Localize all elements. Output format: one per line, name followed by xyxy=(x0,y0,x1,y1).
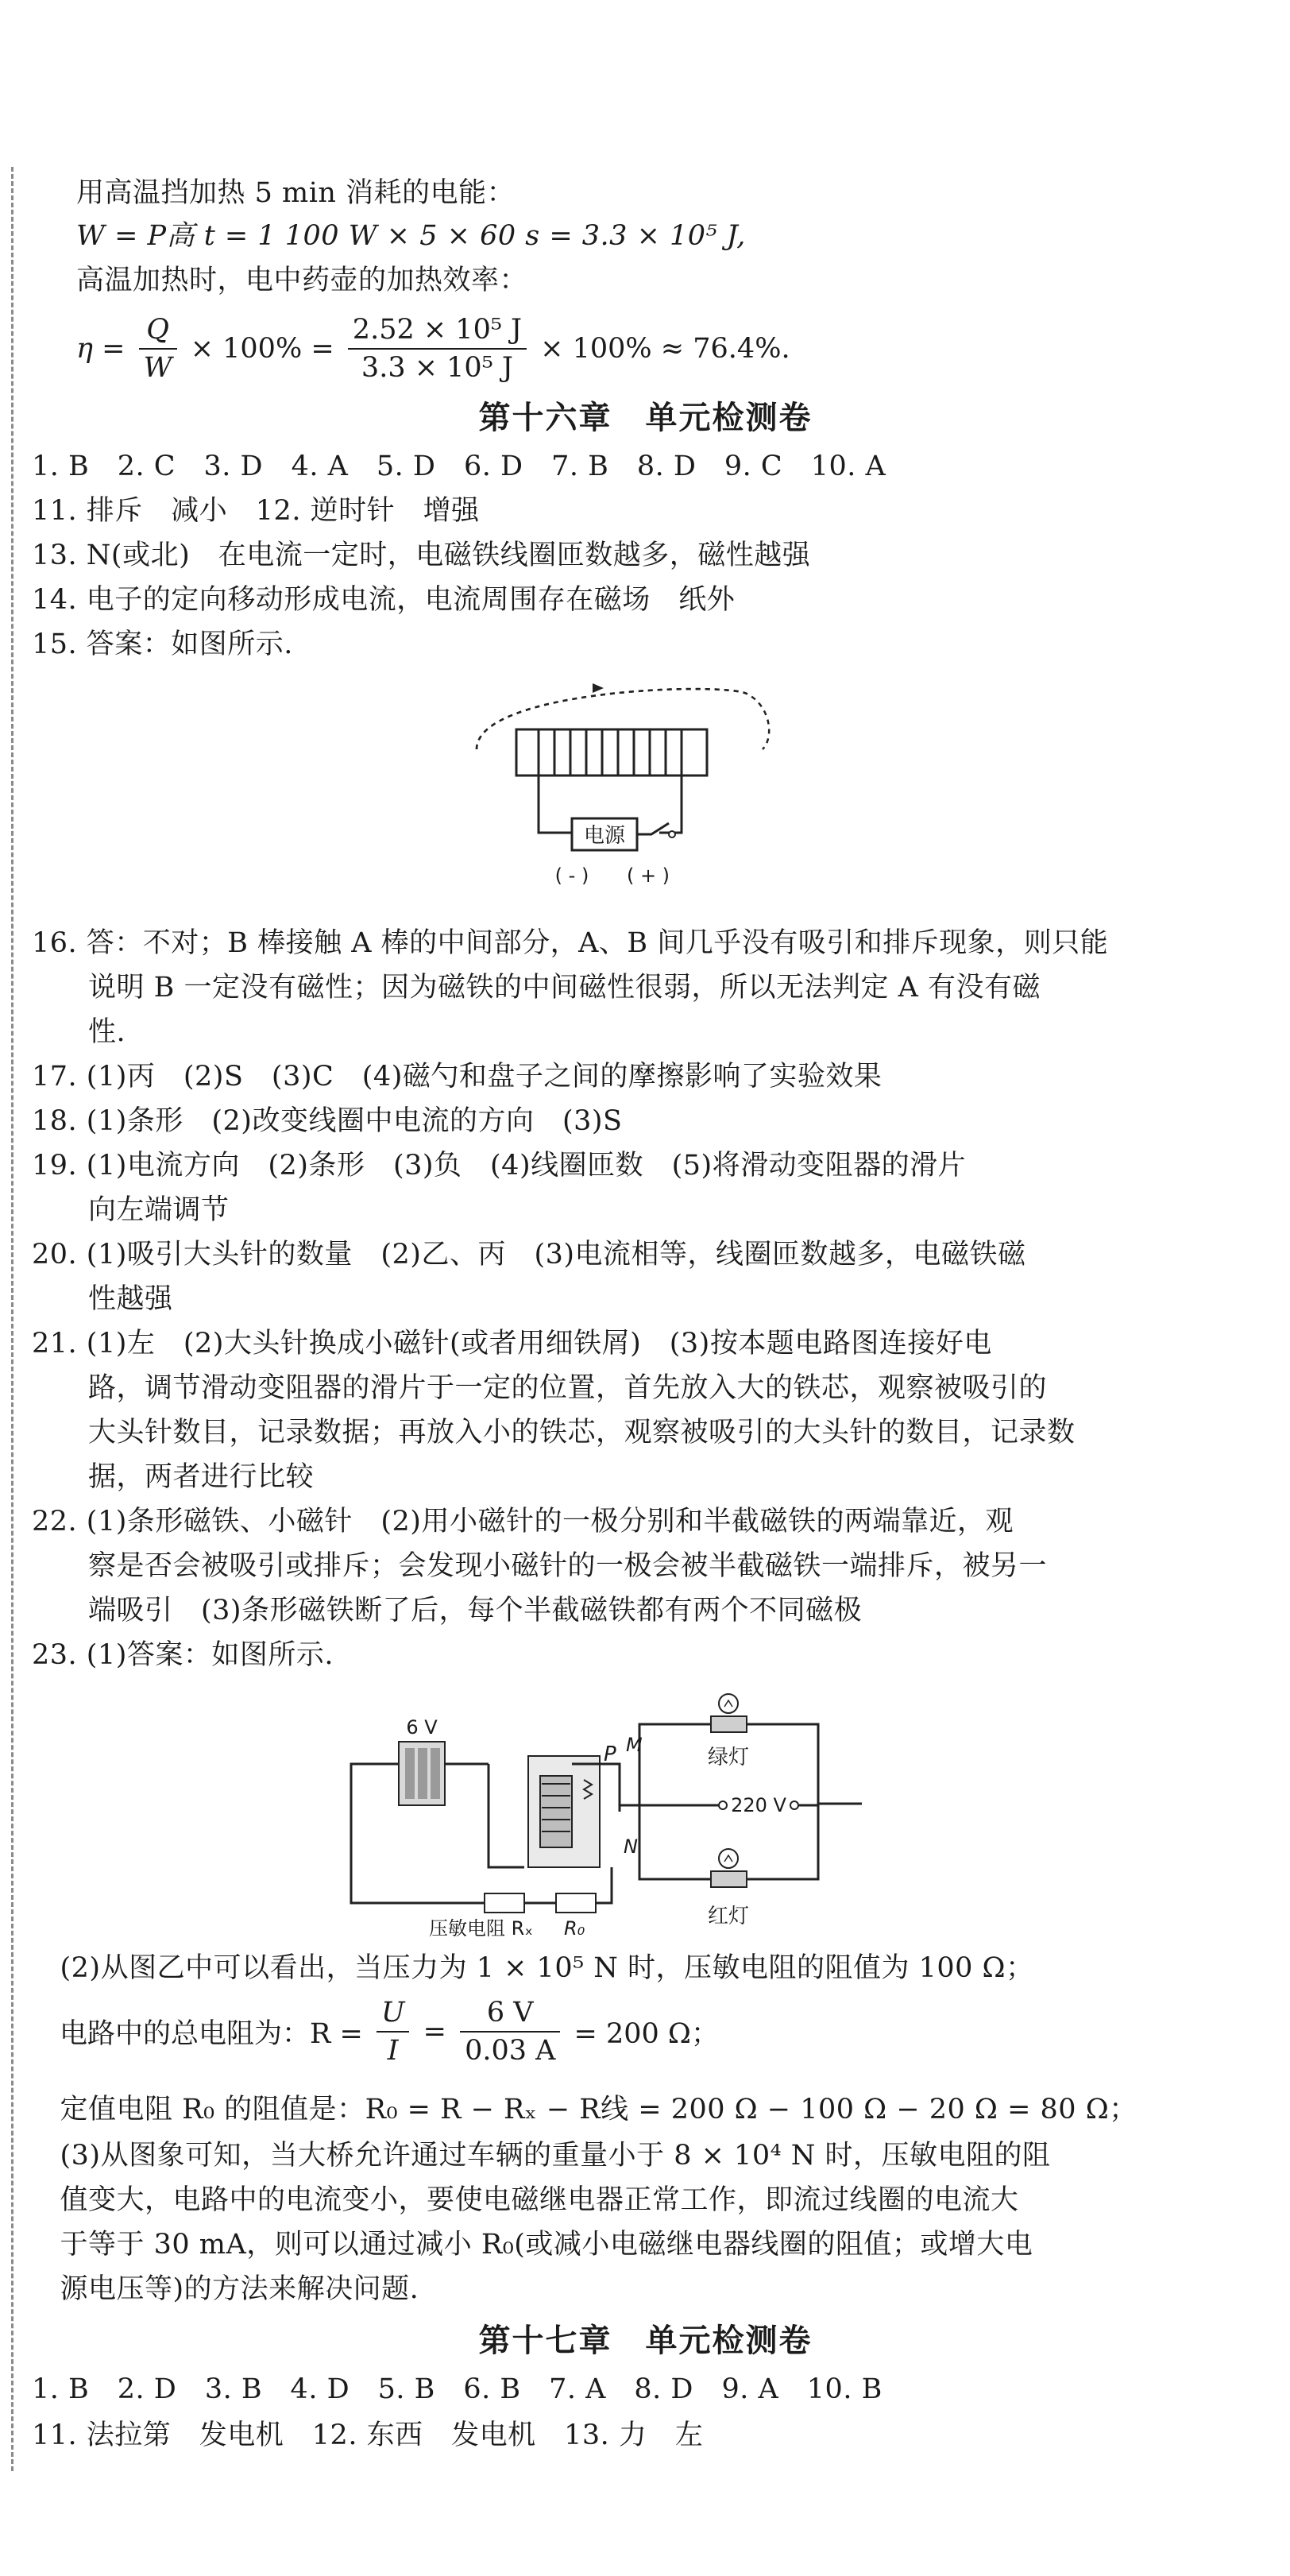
formula-rhs: × 100% ≈ 76.4%. xyxy=(540,333,790,365)
answer-line: 16. 答：不对；B 棒接触 A 棒的中间部分，A、B 间几乎没有吸引和排斥现象，则只能 xyxy=(32,927,1109,959)
green-lamp-icon xyxy=(711,1694,747,1732)
answer-line: 说明 B 一定没有磁性；因为磁铁的中间磁性很弱，所以无法判定 A 有没有磁 xyxy=(32,972,1041,1004)
answer-line: 大头针数目，记录数据；再放入小的铁芯，观察被吸引的大头针的数目，记录数 xyxy=(32,1417,1076,1449)
pressure-sensor-label: 压敏电阻 Rₓ xyxy=(429,1917,533,1940)
arrow-icon xyxy=(593,683,604,693)
relay-icon xyxy=(528,1756,620,1867)
fraction-values xyxy=(460,1994,560,2069)
fraction-q-over-w xyxy=(139,311,177,386)
answer-line: 17. (1)丙 (2)S (3)C (4)磁勺和盘子之间的摩擦影响了实验效果 xyxy=(32,1061,883,1093)
fraction-u-over-i xyxy=(377,1994,410,2069)
formula-prefix: 电路中的总电阻为：R = xyxy=(32,2018,363,2050)
supply-voltage-label: 220 V xyxy=(731,1794,786,1816)
answer-line: 20. (1)吸引大头针的数量 (2)乙、丙 (3)电流相等，线圈匝数越多，电磁铁磁 xyxy=(32,1239,1026,1271)
contact-n-label: N xyxy=(624,1835,638,1858)
red-lamp-icon xyxy=(711,1849,747,1887)
answer-line: (3)从图象可知，当大桥允许通过车辆的重量小于 8 × 10⁴ N 时，压敏电阻的阻 xyxy=(32,2140,1051,2172)
formula-mid: × 100% = xyxy=(190,333,334,365)
formula-equals: = xyxy=(423,2016,446,2048)
answer-line: 察是否会被吸引或排斥；会发现小磁针的一极会被半截磁铁一端排斥，被另一 xyxy=(32,1550,1048,1582)
total-resistance-formula xyxy=(32,1994,719,2069)
answer-line: 定值电阻 R₀ 的阻值是：R₀ = R − Rₓ − R线 = 200 Ω − 100 Ω − 20 Ω = 80 Ω； xyxy=(32,2094,1137,2125)
answer-line: 性越强 xyxy=(32,1283,173,1315)
answer-line: 23. (1)答案：如图所示. xyxy=(32,1639,334,1671)
relay-circuit-figure xyxy=(326,1684,898,1939)
chapter-17-title: 第十七章 单元检测卷 xyxy=(478,2323,813,2359)
answer-line: (2)从图乙中可以看出，当压力为 1 × 10⁵ N 时，压敏电阻的阻值为 100 Ω； xyxy=(32,1952,1034,1984)
iron-core xyxy=(516,729,707,776)
text-line: W = P高 t = 1 100 W × 5 × 60 s = 3.3 × 10⁵ J, xyxy=(76,220,746,252)
fraction-denominator: 3.3 × 10⁵ J xyxy=(361,352,513,384)
formula-lhs: η = xyxy=(76,333,126,365)
answer-line: 源电压等)的方法来解决问题. xyxy=(32,2273,419,2305)
answer-line: 1. B 2. C 3. D 4. A 5. D 6. D 7. B 8. D 9. C 10. A xyxy=(32,451,886,482)
fraction-denominator: W xyxy=(143,352,172,384)
answer-line: 21. (1)左 (2)大头针换成小磁针(或者用细铁屑) (3)按本题电路图连接好电 xyxy=(32,1328,992,1360)
fraction-numerator: 2.52 × 10⁵ J xyxy=(348,311,527,350)
contact-p-label: P xyxy=(604,1742,616,1766)
answer-line: 22. (1)条形磁铁、小磁针 (2)用小磁针的一极分别和半截磁铁的两端靠近，观 xyxy=(32,1506,1014,1537)
fraction-numerator: 6 V xyxy=(460,1994,560,2033)
formula-rhs: = 200 Ω； xyxy=(574,2018,719,2050)
answer-line: 向左端调节 xyxy=(32,1194,230,1226)
chapter-16-title: 第十六章 单元检测卷 xyxy=(478,400,813,436)
red-lamp-label: 红灯 xyxy=(707,1905,750,1928)
text-line: 用高温挡加热 5 min 消耗的电能： xyxy=(76,177,516,209)
r0-resistor xyxy=(556,1893,596,1913)
answer-line: 11. 排斥 减小 12. 逆时针 增强 xyxy=(32,495,480,527)
fraction-denominator: I xyxy=(387,2035,399,2067)
binding-cut-line xyxy=(11,167,14,2471)
r0-label: R₀ xyxy=(564,1917,585,1940)
fraction-energy xyxy=(348,311,527,386)
terminal-plus-label: ( + ) xyxy=(626,864,670,887)
answer-line: 1. B 2. D 3. B 4. D 5. B 6. B 7. A 8. D 9. A 10. B xyxy=(32,2373,883,2405)
fraction-denominator: 0.03 A xyxy=(465,2035,556,2067)
battery-voltage-label: 6 V xyxy=(406,1716,438,1739)
contact-m-label: M xyxy=(626,1734,643,1756)
answer-line: 11. 法拉第 发电机 12. 东西 发电机 13. 力 左 xyxy=(32,2419,704,2451)
answer-line: 路，调节滑动变阻器的滑片于一定的位置，首先放入大的铁芯，观察被吸引的 xyxy=(32,1372,1048,1404)
answer-line: 于等于 30 mA，则可以通过减小 R₀(或减小电磁继电器线圈的阻值；或增大电 xyxy=(32,2229,1033,2261)
power-label: 电源 xyxy=(583,824,626,848)
efficiency-formula xyxy=(76,311,790,386)
electromagnet-circuit-figure xyxy=(461,674,794,904)
answer-line: 14. 电子的定向移动形成电流，电流周围存在磁场 纸外 xyxy=(32,584,736,616)
terminal-dot xyxy=(790,1801,798,1809)
answer-line: 19. (1)电流方向 (2)条形 (3)负 (4)线圈匝数 (5)将滑动变阻器的滑片 xyxy=(32,1150,967,1182)
pressure-sensor-resistor xyxy=(485,1893,524,1913)
fraction-numerator: Q xyxy=(139,311,177,350)
switch-contact xyxy=(669,831,675,837)
answer-line: 18. (1)条形 (2)改变线圈中电流的方向 (3)S xyxy=(32,1105,623,1137)
answer-line: 值变大，电路中的电流变小，要使电磁继电器正常工作，即流过线圈的电流大 xyxy=(32,2184,1019,2216)
answer-line: 端吸引 (3)条形磁铁断了后，每个半截磁铁都有两个不同磁极 xyxy=(32,1595,863,1626)
terminal-minus-label: ( - ) xyxy=(554,864,589,887)
fraction-numerator: U xyxy=(377,1994,410,2033)
green-lamp-label: 绿灯 xyxy=(707,1746,750,1770)
text-line: 高温加热时，电中药壶的加热效率： xyxy=(76,265,528,296)
answer-line: 15. 答案：如图所示. xyxy=(32,629,293,660)
battery-icon xyxy=(399,1742,445,1805)
answer-line: 据，两者进行比较 xyxy=(32,1461,315,1493)
terminal-dot xyxy=(719,1801,727,1809)
answer-line: 性. xyxy=(32,1016,126,1048)
answer-line: 13. N(或北) 在电流一定时，电磁铁线圈匝数越多，磁性越强 xyxy=(32,540,811,571)
